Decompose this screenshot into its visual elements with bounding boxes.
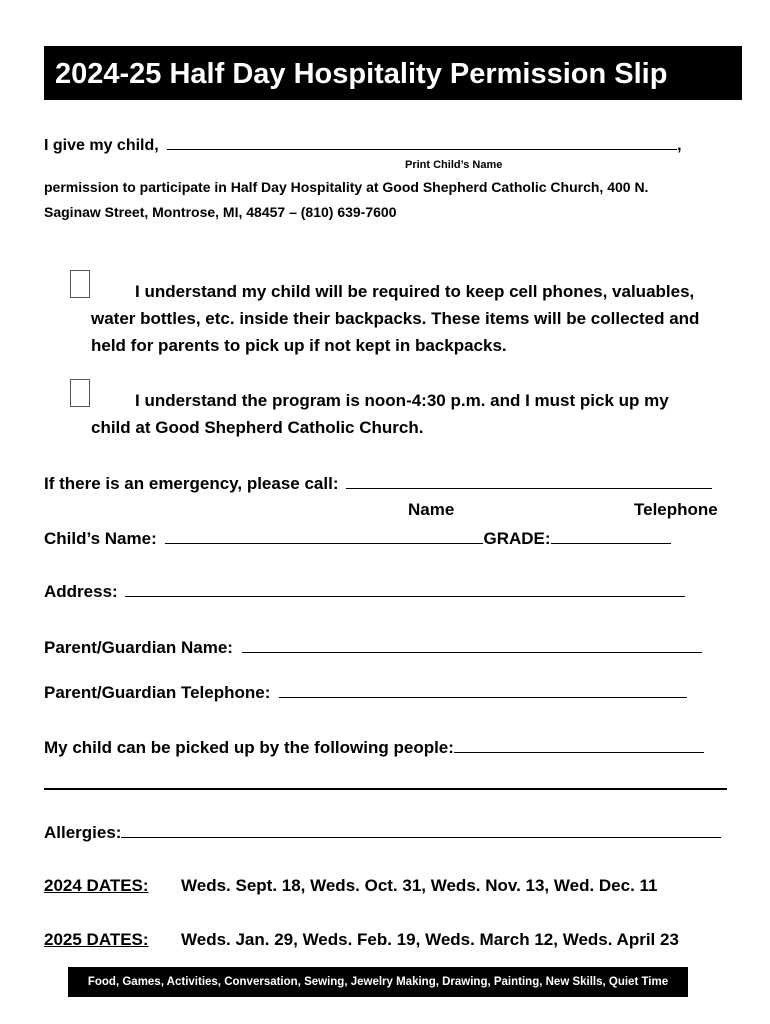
- check1-line-3: held for parents to pick up if not kept in backpacks.: [91, 336, 507, 355]
- grade-field[interactable]: [551, 528, 671, 544]
- check1-line-2: water bottles, etc. inside their backpacks. These items will be collected and: [91, 309, 700, 328]
- pickup-line: [44, 737, 704, 758]
- dates-2025-value: Weds. Jan. 29, Weds. Feb. 19, Weds. March 12, Weds. April 23: [181, 930, 679, 949]
- childs-name-field[interactable]: [165, 528, 483, 544]
- dates-2024-label: 2024 DATES:: [44, 876, 149, 895]
- parent-name-line: [44, 637, 702, 658]
- childs-name-line: [44, 528, 671, 549]
- address-field[interactable]: [125, 581, 685, 597]
- print-child-name-caption: Print Child’s Name: [405, 159, 503, 171]
- check2-line-2: child at Good Shepherd Catholic Church.: [91, 418, 424, 437]
- give-child-label: I give my child,: [44, 137, 159, 154]
- pickup-extra-line[interactable]: [44, 788, 727, 790]
- give-child-line: [44, 134, 682, 155]
- allergies-label: Allergies:: [44, 823, 122, 842]
- dates-2024-value: Weds. Sept. 18, Weds. Oct. 31, Weds. Nov. 13, Wed. Dec. 11: [181, 876, 658, 895]
- allergies-field[interactable]: [121, 822, 721, 838]
- childs-name-label: Child’s Name:: [44, 529, 157, 548]
- dates-2025-label: 2025 DATES:: [44, 930, 149, 949]
- emergency-line: [44, 473, 712, 494]
- page-title: 2024-25 Half Day Hospitality Permission Slip: [44, 46, 742, 100]
- check1-line-1: I understand my child will be required to keep cell phones, valuables,: [135, 282, 695, 301]
- parent-phone-line: [44, 682, 687, 703]
- parent-phone-field[interactable]: [279, 682, 687, 698]
- parent-name-field[interactable]: [242, 637, 702, 653]
- pickup-field[interactable]: [454, 737, 704, 753]
- child-name-field[interactable]: [167, 134, 677, 150]
- telephone-caption: Telephone: [634, 500, 718, 519]
- backpack-checkbox[interactable]: [70, 270, 90, 298]
- grade-label: GRADE:: [483, 529, 551, 548]
- permission-line-1: permission to participate in Half Day Hospitality at Good Shepherd Catholic Church, 400 N.: [44, 179, 649, 195]
- pickup-time-checkbox[interactable]: [70, 379, 90, 407]
- comma: ,: [677, 137, 682, 154]
- parent-phone-label: Parent/Guardian Telephone:: [44, 683, 271, 702]
- name-caption: Name: [408, 500, 455, 519]
- address-line: [44, 581, 685, 602]
- check2-line-1: I understand the program is noon-4:30 p.m. and I must pick up my: [135, 391, 669, 410]
- parent-name-label: Parent/Guardian Name:: [44, 638, 233, 657]
- emergency-contact-field[interactable]: [346, 473, 712, 489]
- permission-line-2: Saginaw Street, Montrose, MI, 48457 – (810) 639-7600: [44, 204, 397, 220]
- address-label: Address:: [44, 582, 118, 601]
- pickup-label: My child can be picked up by the following people:: [44, 738, 454, 757]
- activities-footer: Food, Games, Activities, Conversation, Sewing, Jewelry Making, Drawing, Painting, New Skills, Quiet Time: [68, 967, 688, 997]
- emergency-label: If there is an emergency, please call:: [44, 474, 339, 493]
- allergies-line: [44, 822, 721, 843]
